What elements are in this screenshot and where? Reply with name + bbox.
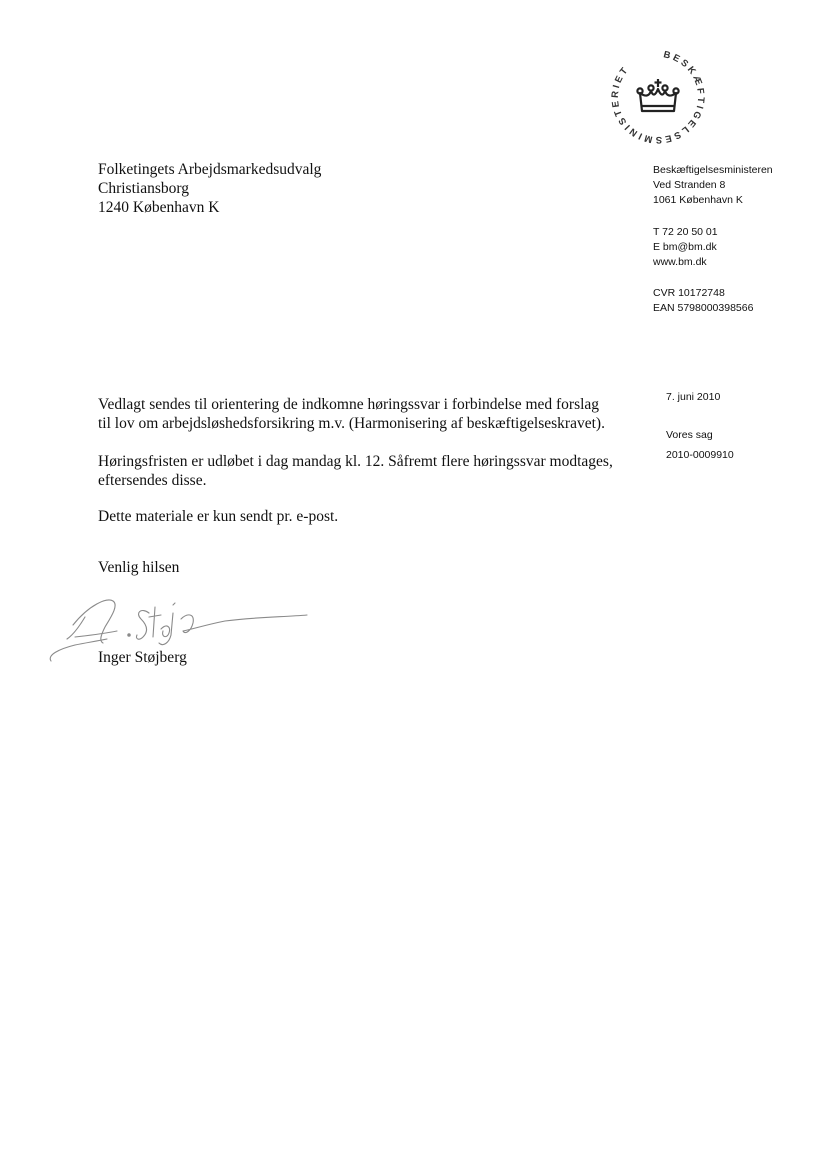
sender-contact xyxy=(653,225,718,270)
sender-name: Beskæftigelsesministeren xyxy=(653,164,773,176)
sender-identifiers xyxy=(653,286,753,316)
body-line: Vedlagt sendes til orientering de indkomne høringssvar i forbindelse med forslag xyxy=(98,396,600,413)
signer-name: Inger Støjberg xyxy=(98,649,187,666)
letter-date: 7. juni 2010 xyxy=(666,391,721,403)
recipient-building: Christiansborg xyxy=(98,180,189,197)
sender-email: E bm@bm.dk xyxy=(653,241,717,253)
case-number: 2010-0009910 xyxy=(666,449,734,461)
closing-phrase: Venlig hilsen xyxy=(98,559,180,576)
sender-address xyxy=(653,163,773,208)
body-paragraph-1 xyxy=(98,395,605,433)
sender-ean: EAN 5798000398566 xyxy=(653,302,754,314)
body-paragraph-3: Dette materiale er kun sendt pr. e-post. xyxy=(98,508,339,525)
recipient-name: Folketingets Arbejdsmarkedsudvalg xyxy=(98,161,322,178)
sender-phone: T 72 20 50 01 xyxy=(653,226,718,238)
recipient-city: 1240 København K xyxy=(98,199,220,216)
body-line: Høringsfristen er udløbet i dag mandag kl. 12. Såfremt flere høringssvar modtages, xyxy=(98,453,613,470)
sender-web: www.bm.dk xyxy=(653,256,707,268)
body-paragraph-2 xyxy=(98,452,613,490)
body-line: eftersendes disse. xyxy=(98,472,207,489)
sender-cvr: CVR 10172748 xyxy=(653,287,725,299)
recipient-address xyxy=(98,160,321,217)
body-line: til lov om arbejdsløshedsforsikring m.v. (Harmonisering af beskæftigelseskravet). xyxy=(98,415,605,432)
case-label: Vores sag xyxy=(666,429,713,441)
sender-city: 1061 København K xyxy=(653,194,743,206)
sender-street: Ved Stranden 8 xyxy=(653,179,726,191)
seal-text: BESKÆFTIGELSESMINISTERIET xyxy=(609,49,707,146)
ministry-seal-logo xyxy=(604,43,712,151)
